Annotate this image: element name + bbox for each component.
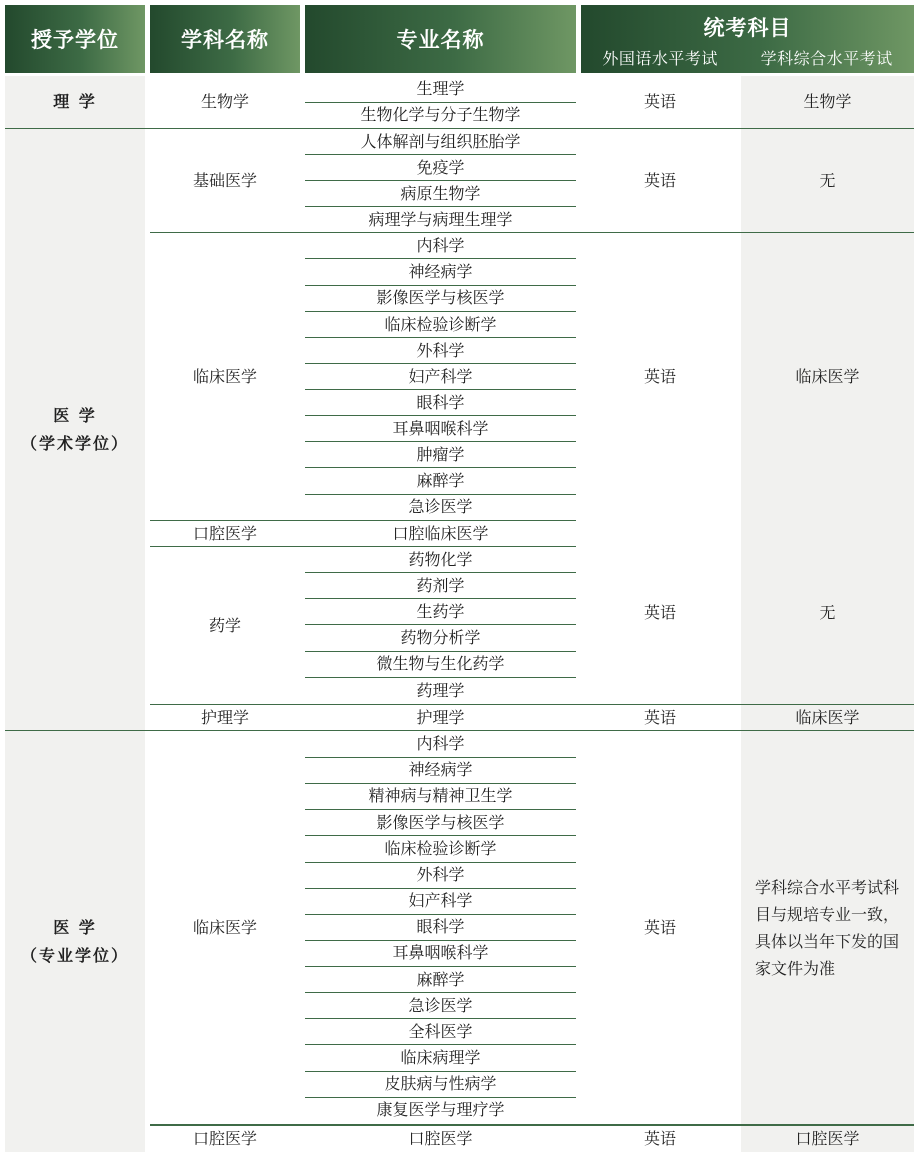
- discipline-cell: 临床医学: [192, 366, 257, 386]
- degree-medicine-professional: 医 学 （专业学位）: [20, 917, 129, 965]
- row-divider: [305, 441, 576, 442]
- group-divider: [150, 704, 914, 705]
- major-cell: 耳鼻咽喉科学: [392, 419, 489, 438]
- row-divider: [305, 966, 576, 967]
- header-exam-title: 统考科目: [703, 15, 792, 40]
- comprehensive-exam-cell: 无: [819, 602, 836, 622]
- row-divider: [305, 154, 576, 155]
- comprehensive-exam-cell: 口腔医学: [795, 1129, 860, 1148]
- row-divider: [305, 337, 576, 338]
- discipline-cell: 临床医学: [192, 918, 257, 937]
- major-cell: 耳鼻咽喉科学: [392, 943, 489, 962]
- major-cell: 内科学: [416, 236, 465, 255]
- major-cell: 眼科学: [416, 393, 465, 412]
- row-divider: [305, 598, 576, 599]
- major-cell: 病原生物学: [400, 184, 481, 203]
- header-exam: [581, 5, 914, 73]
- major-cell: 药剂学: [416, 576, 465, 595]
- major-cell: 临床检验诊断学: [384, 839, 497, 858]
- row-divider: [305, 992, 576, 993]
- major-cell: 肿瘤学: [416, 445, 465, 464]
- row-divider: [305, 311, 576, 312]
- major-cell: 病理学与病理生理学: [368, 210, 513, 229]
- language-exam-cell: 英语: [643, 366, 676, 386]
- row-divider: [305, 1018, 576, 1019]
- row-divider: [305, 757, 576, 758]
- major-cell: 药物化学: [408, 550, 473, 569]
- comprehensive-exam-cell: 无: [819, 170, 836, 190]
- header-degree: 授予学位: [5, 5, 145, 73]
- major-cell: 全科医学: [408, 1022, 473, 1041]
- discipline-cell: 生物学: [200, 92, 249, 111]
- major-cell: 急诊医学: [408, 996, 473, 1015]
- row-divider: [305, 285, 576, 286]
- language-exam-cell: 英语: [643, 707, 676, 727]
- row-divider: [305, 624, 576, 625]
- row-divider: [305, 783, 576, 784]
- row-divider: [305, 389, 576, 390]
- language-exam-cell: 英语: [643, 602, 676, 622]
- group-divider: [150, 520, 576, 521]
- row-divider: [305, 572, 576, 573]
- group-divider: [150, 1124, 914, 1126]
- row-divider: [305, 809, 576, 810]
- major-cell: 微生物与生化药学: [376, 654, 505, 673]
- major-cell: 影像医学与核医学: [376, 813, 505, 832]
- row-divider: [305, 677, 576, 678]
- group-divider: [150, 546, 576, 547]
- discipline-cell: 药学: [208, 615, 241, 635]
- header-discipline: 学科名称: [150, 5, 300, 73]
- major-cell: 护理学: [416, 708, 465, 727]
- major-cell: 神经病学: [408, 760, 473, 779]
- row-divider: [305, 494, 576, 495]
- language-exam-cell: 英语: [643, 170, 676, 190]
- row-divider: [305, 206, 576, 207]
- major-cell: 药物分析学: [400, 628, 481, 647]
- comprehensive-exam-cell: 临床医学: [795, 707, 860, 727]
- major-cell: 康复医学与理疗学: [376, 1100, 505, 1119]
- major-cell: 精神病与精神卫生学: [368, 786, 513, 805]
- major-cell: 皮肤病与性病学: [384, 1074, 497, 1093]
- major-cell: 药理学: [416, 681, 465, 700]
- group-divider: [150, 232, 914, 233]
- major-cell: 眼科学: [416, 917, 465, 936]
- comprehensive-exam-cell: 临床医学: [795, 366, 860, 386]
- row-divider: [305, 914, 576, 915]
- major-cell: 口腔临床医学: [392, 524, 489, 543]
- row-divider: [305, 102, 576, 103]
- row-divider: [305, 467, 576, 468]
- major-cell: 影像医学与核医学: [376, 288, 505, 307]
- row-divider: [305, 651, 576, 652]
- major-cell: 妇产科学: [408, 891, 473, 910]
- row-divider: [305, 1071, 576, 1072]
- header-foreign-language: 外国语水平考试: [602, 48, 718, 68]
- major-cell: 麻醉学: [416, 970, 465, 989]
- discipline-cell: 口腔医学: [192, 523, 257, 543]
- major-cell: 急诊医学: [408, 497, 473, 516]
- major-cell: 麻醉学: [416, 471, 465, 490]
- major-cell: 内科学: [416, 734, 465, 753]
- major-cell: 外科学: [416, 341, 465, 360]
- row-divider: [305, 258, 576, 259]
- degree-science: 理 学: [53, 92, 97, 111]
- discipline-cell: 口腔医学: [192, 1129, 257, 1148]
- group-divider: [5, 128, 914, 129]
- header-major: 专业名称: [305, 5, 576, 73]
- major-cell: 外科学: [416, 865, 465, 884]
- row-divider: [305, 835, 576, 836]
- major-cell: 生理学: [416, 79, 465, 98]
- discipline-cell: 基础医学: [192, 170, 257, 190]
- discipline-cell: 护理学: [200, 707, 249, 727]
- major-cell: 临床病理学: [400, 1048, 481, 1067]
- major-cell: 妇产科学: [408, 367, 473, 386]
- comprehensive-exam-note: 学科综合水平考试科目与规培专业一致，具体以当年下发的国家文件为准: [755, 878, 900, 978]
- language-exam-cell: 英语: [643, 1129, 676, 1148]
- row-divider: [305, 180, 576, 181]
- row-divider: [305, 363, 576, 364]
- major-cell: 生药学: [416, 602, 465, 621]
- major-cell: 神经病学: [408, 262, 473, 281]
- group-divider: [5, 730, 914, 731]
- language-exam-cell: 英语: [643, 918, 676, 937]
- major-cell: 免疫学: [416, 158, 465, 177]
- major-cell: 口腔医学: [408, 1129, 473, 1148]
- comprehensive-exam-cell: 生物学: [803, 92, 852, 111]
- major-cell: 临床检验诊断学: [384, 315, 497, 334]
- language-exam-cell: 英语: [643, 92, 676, 111]
- major-cell: 生物化学与分子生物学: [360, 105, 521, 124]
- row-divider: [305, 862, 576, 863]
- row-divider: [305, 1097, 576, 1098]
- degree-medicine-academic: 医 学 （学术学位）: [20, 405, 129, 453]
- major-cell: 人体解剖与组织胚胎学: [360, 132, 521, 151]
- row-divider: [305, 888, 576, 889]
- row-divider: [305, 415, 576, 416]
- row-divider: [305, 1044, 576, 1045]
- header-comprehensive: 学科综合水平考试: [760, 48, 893, 68]
- row-divider: [305, 940, 576, 941]
